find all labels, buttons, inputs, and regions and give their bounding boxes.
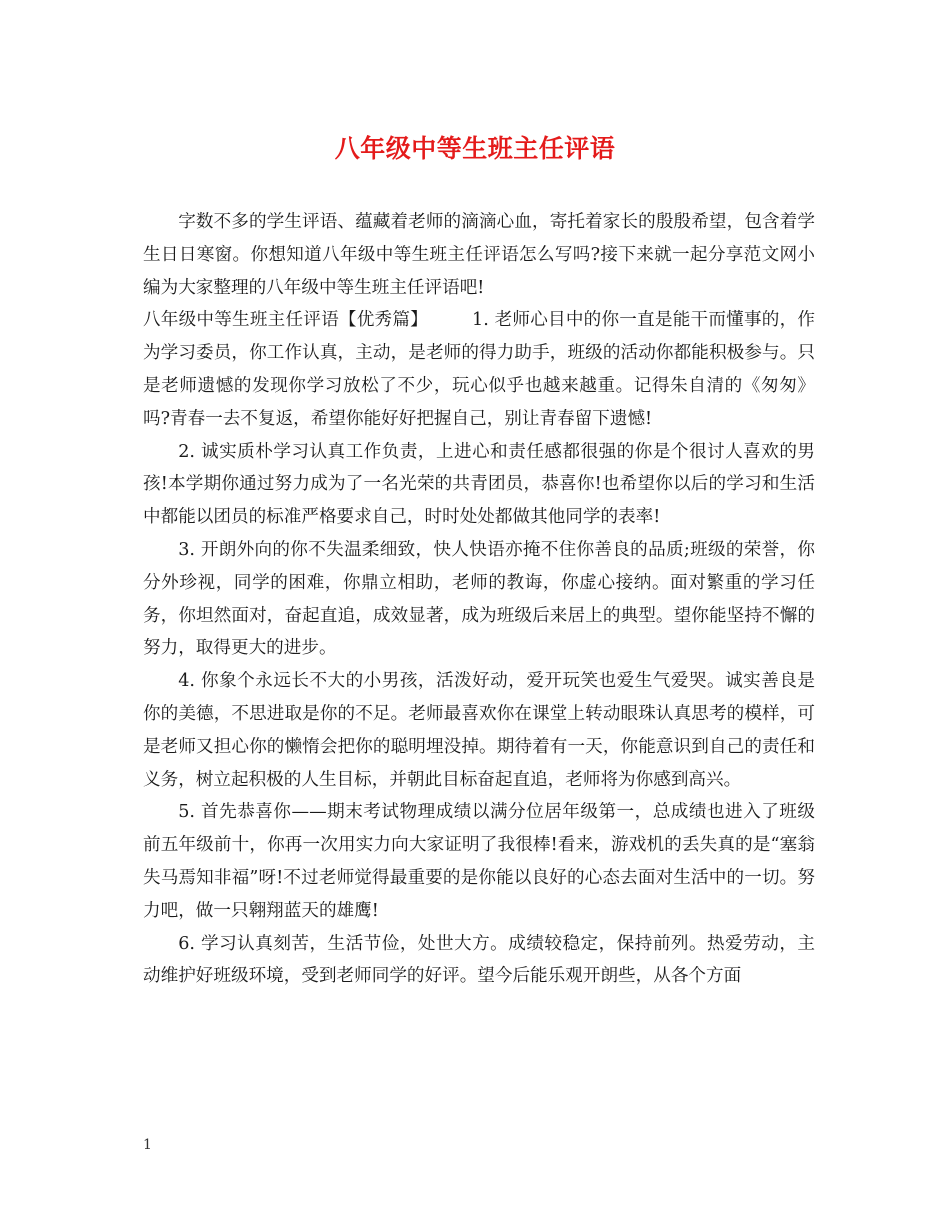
comment-paragraph-5: 5. 首先恭喜你——期末考试物理成绩以满分位居年级第一，总成绩也进入了班级前五年级前十，你再一次用实力向大家证明了我很棒!看来，游戏机的丢失真的是“塞翁失马焉知非福”呀!不过老师觉得最重要的是你能以良好的心态去面对生活中的一切。努力吧，做一只翱翔蓝天的雄鹰! [143, 802, 815, 921]
intro-paragraph: 字数不多的学生评语、蕴藏着老师的滴滴心血，寄托着家长的殷殷希望，包含着学生日日寒窗。你想知道八年级中等生班主任评语怎么写吗?接下来就一起分享范文网小编为大家整理的八年级中等生班主任评语吧! [143, 212, 815, 298]
section-heading: 八年级中等生班主任评语【优秀篇】 [143, 310, 428, 331]
comment-paragraph-1 [143, 304, 815, 435]
comment-paragraph-4: 4. 你象个永远长不大的小男孩，活泼好动，爱开玩笑也爱生气爱哭。诚实善良是你的美德，不思进取是你的不足。老师最喜欢你在课堂上转动眼珠认真思考的模样，可是老师又担心你的懒惰会把你的聪明埋没掉。期待着有一天，你能意识到自己的责任和义务，树立起积极的人生目标，并朝此目标奋起直追，老师将为你感到高兴。 [143, 671, 815, 790]
page-number: 1 [143, 1137, 152, 1153]
comment-paragraph-6: 6. 学习认真刻苦，生活节俭，处世大方。成绩较稳定，保持前列。热爱劳动，主动维护好班级环境，受到老师同学的好评。望今后能乐观开朗些，从各个方面 [143, 933, 815, 987]
document-body [143, 206, 815, 993]
comment-1-text: 1. 老师心目中的你一直是能干而懂事的，作为学习委员，你工作认真，主动，是老师的得力助手，班级的活动你都能积极参与。只是老师遗憾的发现你学习放松了不少，玩心似乎也越来越重。记得朱自清的《匆匆》吗?青春一去不复返，希望你能好好把握自己，别让青春留下遗憾! [143, 310, 815, 429]
document-title: 八年级中等生班主任评语 [334, 134, 616, 163]
comment-paragraph-2: 2. 诚实质朴学习认真工作负责，上进心和责任感都很强的你是个很讨人喜欢的男孩!本学期你通过努力成为了一名光荣的共青团员，恭喜你!也希望你以后的学习和生活中都能以团员的标准严格要求自己，时时处处都做其他同学的表率! [143, 441, 815, 528]
comment-paragraph-3: 3. 开朗外向的你不失温柔细致，快人快语亦掩不住你善良的品质;班级的荣誉，你分外珍视，同学的困难，你鼎立相助，老师的教诲，你虚心接纳。面对繁重的学习任务，你坦然面对，奋起直追，成效显著，成为班级后来居上的典型。望你能坚持不懈的努力，取得更大的进步。 [143, 539, 815, 659]
